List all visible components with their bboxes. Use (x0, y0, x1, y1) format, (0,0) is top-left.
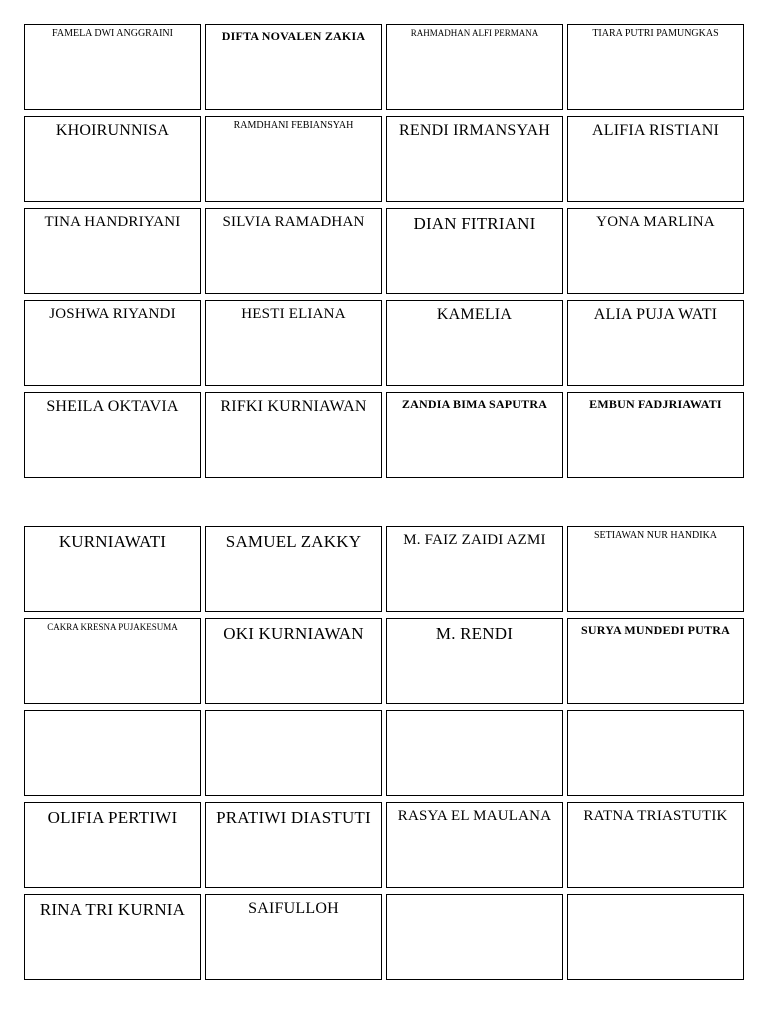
name-card: HESTI ELIANA (205, 300, 382, 386)
name-card: SILVIA RAMADHAN (205, 208, 382, 294)
name-card: YONA MARLINA (567, 208, 744, 294)
name-card: RASYA EL MAULANA (386, 802, 563, 888)
name-card: RAMDHANI FEBIANSYAH (205, 116, 382, 202)
name-card: ZANDIA BIMA SAPUTRA (386, 392, 563, 478)
name-card: CAKRA KRESNA PUJAKESUMA (24, 618, 201, 704)
name-card: RENDI IRMANSYAH (386, 116, 563, 202)
name-card-grid-bottom (24, 526, 744, 980)
name-card: JOSHWA RIYANDI (24, 300, 201, 386)
name-card: RATNA TRIASTUTIK (567, 802, 744, 888)
name-card: RIFKI KURNIAWAN (205, 392, 382, 478)
name-card: DIFTA NOVALEN ZAKIA (205, 24, 382, 110)
name-card: RINA TRI KURNIA (24, 894, 201, 980)
empty-card (205, 710, 382, 796)
name-card: TINA HANDRIYANI (24, 208, 201, 294)
name-card: EMBUN FADJRIAWATI (567, 392, 744, 478)
name-card: SAMUEL ZAKKY (205, 526, 382, 612)
name-card: SAIFULLOH (205, 894, 382, 980)
name-card: RAHMADHAN ALFI PERMANA (386, 24, 563, 110)
name-card: ALIFIA RISTIANI (567, 116, 744, 202)
empty-card (567, 710, 744, 796)
name-card: ALIA PUJA WATI (567, 300, 744, 386)
name-card-grid-top (24, 24, 744, 478)
name-card: OKI KURNIAWAN (205, 618, 382, 704)
name-card: OLIFIA PERTIWI (24, 802, 201, 888)
name-card: KURNIAWATI (24, 526, 201, 612)
empty-card (386, 710, 563, 796)
name-card: SHEILA OKTAVIA (24, 392, 201, 478)
name-card: PRATIWI DIASTUTI (205, 802, 382, 888)
name-card: TIARA PUTRI PAMUNGKAS (567, 24, 744, 110)
name-card: SURYA MUNDEDI PUTRA (567, 618, 744, 704)
name-card: KHOIRUNNISA (24, 116, 201, 202)
empty-card (24, 710, 201, 796)
empty-card (567, 894, 744, 980)
name-card: FAMELA DWI ANGGRAINI (24, 24, 201, 110)
empty-card (386, 894, 563, 980)
name-card: M. RENDI (386, 618, 563, 704)
name-card: DIAN FITRIANI (386, 208, 563, 294)
name-card: KAMELIA (386, 300, 563, 386)
name-card: M. FAIZ ZAIDI AZMI (386, 526, 563, 612)
name-card: SETIAWAN NUR HANDIKA (567, 526, 744, 612)
